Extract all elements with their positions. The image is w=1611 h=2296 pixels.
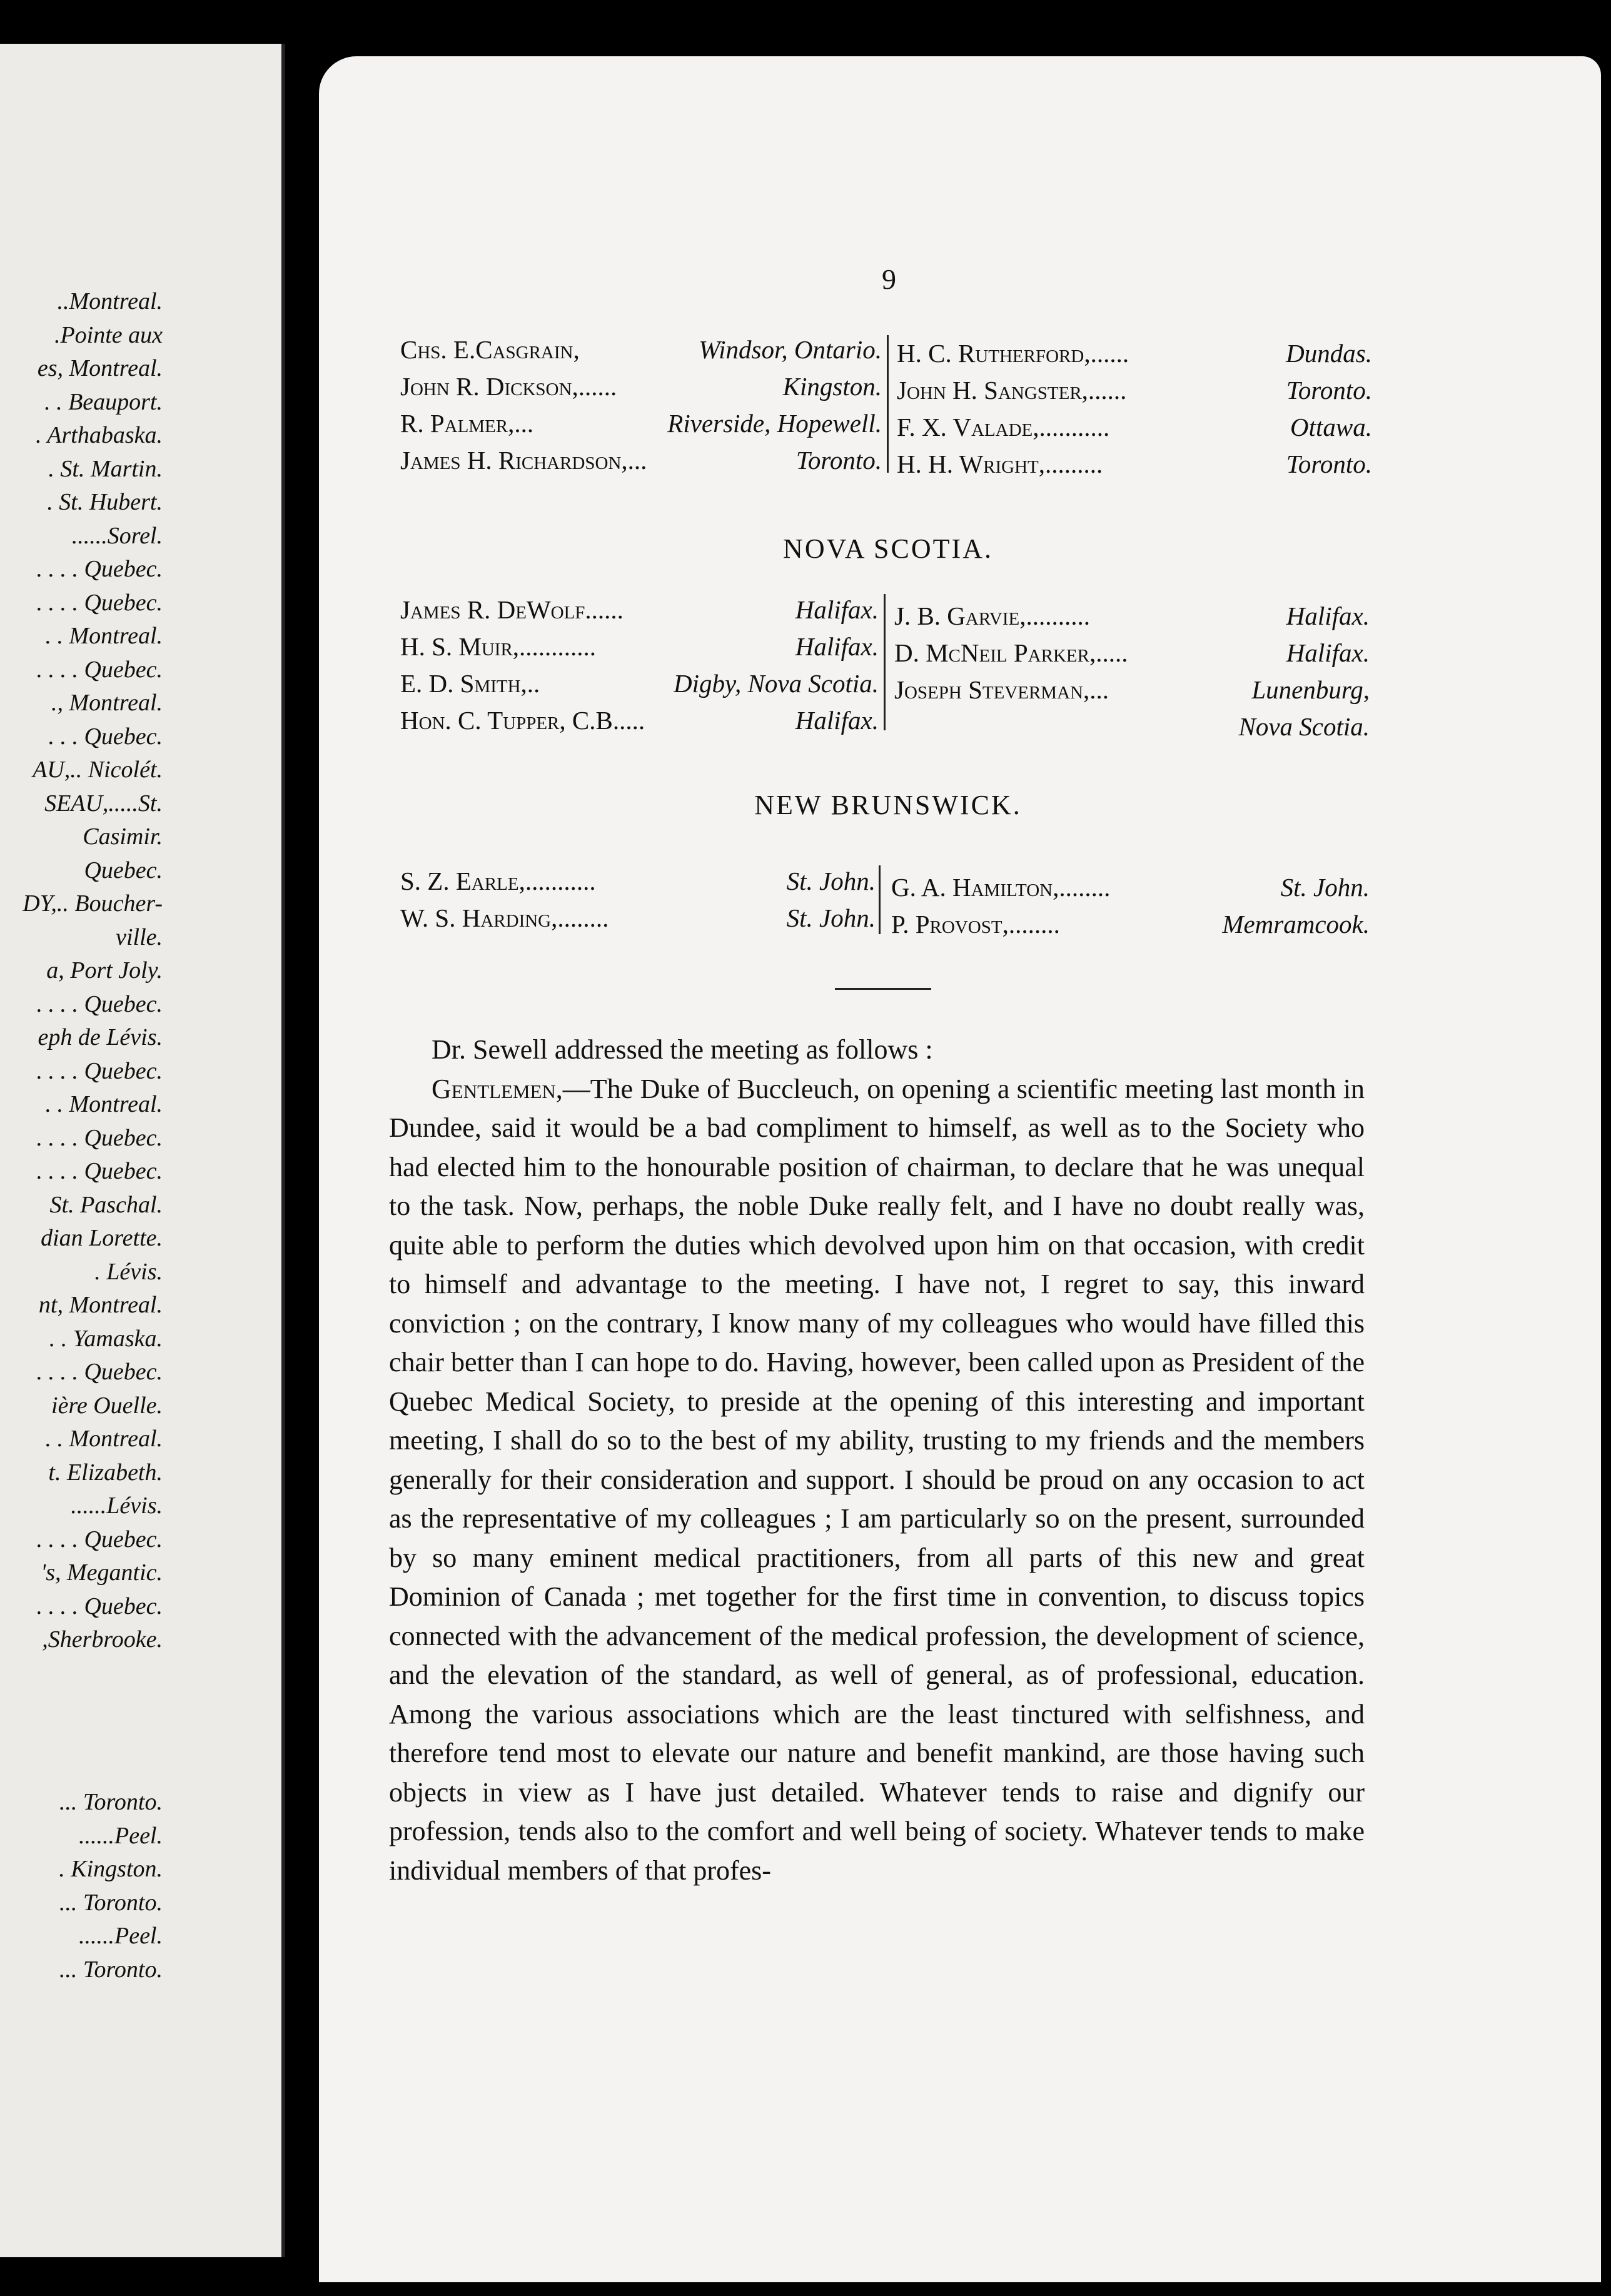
facing-page-line: . . . . Quebec.	[36, 1593, 163, 1619]
section-title-new-brunswick: NEW BRUNSWICK.	[754, 790, 1022, 820]
member-name: S. Z. Earle,...........	[400, 867, 596, 895]
roster-entry	[400, 592, 879, 628]
facing-page-line: .Pointe aux	[54, 321, 163, 348]
member-place: Toronto.	[795, 446, 882, 475]
roster-entry	[894, 708, 1370, 745]
member-name: Chs. E.Casgrain,	[400, 335, 580, 364]
facing-page-line: . St. Hubert.	[47, 489, 163, 515]
roster-entry	[891, 906, 1370, 943]
member-name: Joseph Steverman,...	[894, 675, 1109, 704]
member-name: Hon. C. Tupper, C.B.....	[400, 706, 645, 735]
facing-page-line: Casimir.	[83, 823, 163, 850]
address-salutation: Gentlemen,	[432, 1073, 563, 1104]
roster-entry	[897, 446, 1372, 483]
new-brunswick-column-divider	[879, 865, 881, 934]
member-name: J. B. Garvie,..........	[894, 602, 1090, 630]
roster-entry	[400, 900, 876, 937]
roster-entry	[894, 672, 1370, 708]
member-place: Lunenburg,	[1251, 675, 1370, 704]
member-place: St. John.	[786, 867, 876, 895]
facing-page-line: AU,.. Nicolét.	[33, 757, 163, 783]
facing-page-line: ,Sherbrooke.	[42, 1626, 163, 1653]
nova-scotia-column-divider	[884, 594, 886, 730]
member-place: Halifax.	[1286, 638, 1370, 667]
facing-page-line: Quebec.	[84, 857, 163, 884]
member-place: Dundas.	[1286, 339, 1372, 368]
roster-entry	[400, 702, 879, 739]
facing-page-line: . . Montreal.	[45, 1091, 163, 1117]
roster-entry	[400, 405, 882, 442]
facing-page-line: 's, Megantic.	[41, 1559, 163, 1586]
facing-page-line: . . . . Quebec.	[36, 656, 163, 683]
address-body: —The Duke of Buccleuch, on opening a scientific meeting last month in Dundee, said it would be a bad compliment to himself, as well as to the Society who had elected him to the honourable position of chairman, to declare that he was unequal to the task. Now, perhaps, the noble Duke really felt, and I have no doubt really was, quite able to perform the duties which devolved upon him on that occasion, with credit to himself and advantage to the meeting. I have not, I regret to say, this inward conviction ; on the contrary, I know many of my colleagues who would have filled this chair better than I can hope to do. Having, however, been called upon as President of the Quebec Medical Society, to preside at the opening of this interesting and important meeting, I shall do so to the best of my ability, trusting to my friends and the members generally for their consideration and support. I should be proud on any occasion to act as the representative of my colleagues ; I am particularly so on the present, surrounded by so many eminent medical practitioners, from all parts of this new and great Dominion of Canada ; met together for the first time in convention, to discuss topics connected with the advancement of the medical profession, the development of science, and the elevation of the standard, as well of general, as of professional, education. Among the various associations which are the least tinctured with selfishness, and therefore tend most to elevate our nature and benefit mankind, are those having such objects in view as I have just detailed. Whatever tends to raise and dignify our profession, tends also to the comfort and well being of society. Whatever tends to make individual members of that profes-	[389, 1073, 1365, 1886]
facing-page-line: ville.	[116, 924, 163, 950]
member-place: Halifax.	[795, 595, 879, 624]
member-name: G. A. Hamilton,........	[891, 873, 1111, 902]
ontario-roster-left	[400, 331, 882, 479]
member-place: Toronto.	[1286, 450, 1372, 478]
member-place: Riverside, Hopewell.	[667, 409, 882, 438]
facing-page-line: . . . . Quebec.	[36, 589, 163, 616]
facing-page-line: es, Montreal.	[37, 355, 163, 381]
roster-entry	[400, 628, 879, 665]
roster-entry	[897, 409, 1372, 446]
facing-page-line: ... Toronto.	[59, 1956, 163, 1983]
nova-scotia-roster-left	[400, 592, 879, 739]
facing-page-line: . . . . Quebec.	[36, 990, 163, 1017]
member-name: P. Provost,........	[891, 910, 1060, 939]
facing-page-line: . Kingston.	[59, 1856, 163, 1882]
member-name: D. McNeil Parker,.....	[894, 638, 1128, 667]
section-divider-rule	[835, 988, 931, 990]
facing-page-line: a, Port Joly.	[46, 957, 163, 984]
section-title-nova-scotia: NOVA SCOTIA.	[783, 533, 993, 564]
roster-entry	[400, 368, 882, 405]
facing-page-line: SEAU,.....St.	[44, 790, 163, 817]
member-place: Toronto.	[1286, 376, 1372, 405]
facing-page-line: . . . . Quebec.	[36, 1057, 163, 1084]
facing-page-line: . . . . Quebec.	[36, 1124, 163, 1151]
roster-entry	[400, 442, 882, 479]
member-place: St. John.	[1280, 873, 1370, 902]
roster-entry	[891, 869, 1370, 906]
member-place: Digby, Nova Scotia.	[674, 669, 879, 698]
ontario-roster-right	[897, 335, 1372, 483]
member-name: John H. Sangster,......	[897, 376, 1127, 405]
page-number: 9	[882, 263, 896, 295]
new-brunswick-roster-right	[891, 869, 1370, 943]
facing-page-line: t. Elizabeth.	[48, 1459, 163, 1486]
member-name: James H. Richardson,...	[400, 446, 647, 475]
member-name: H. C. Rutherford,......	[897, 339, 1129, 368]
facing-page-line: St. Paschal.	[49, 1191, 163, 1218]
facing-page-line: . Arthabaska.	[35, 422, 163, 448]
nova-scotia-roster-right	[894, 598, 1370, 745]
facing-page-line: ......Lévis.	[71, 1493, 163, 1519]
address-text	[389, 1030, 1365, 1890]
member-place: Windsor, Ontario.	[699, 335, 882, 364]
facing-page-line: . Lévis.	[94, 1258, 163, 1285]
address-intro: Dr. Sewell addressed the meeting as follows :	[432, 1034, 933, 1065]
member-place: Halifax.	[795, 706, 879, 735]
facing-page-line: ......Peel.	[78, 1923, 163, 1949]
member-name: H. S. Muir,............	[400, 632, 597, 661]
member-name: H. H. Wright,.........	[897, 450, 1103, 478]
member-place: Ottawa.	[1290, 413, 1372, 441]
facing-page-line: ......Peel.	[78, 1822, 163, 1849]
facing-page-line: ..Montreal.	[57, 288, 163, 315]
facing-page-line: . . . . Quebec.	[36, 1526, 163, 1553]
facing-page-line: . St. Martin.	[48, 455, 163, 482]
facing-page-line: . . . . Quebec.	[36, 556, 163, 582]
member-place: Halifax.	[795, 632, 879, 661]
facing-page-line: . . Montreal.	[45, 623, 163, 649]
member-place: Nova Scotia.	[1238, 712, 1370, 741]
member-place: Kingston.	[782, 372, 882, 401]
facing-page-line: nt, Montreal.	[38, 1292, 163, 1318]
facing-page-line: . . . . Quebec.	[36, 1158, 163, 1184]
facing-page-line: ......Sorel.	[71, 522, 163, 549]
member-place: Memramcook.	[1222, 910, 1370, 939]
facing-page-line: . . Beauport.	[44, 388, 163, 415]
facing-page-line: ... Toronto.	[59, 1789, 163, 1815]
facing-page-line: eph de Lévis.	[38, 1024, 163, 1050]
facing-page-line: dian Lorette.	[41, 1225, 163, 1251]
facing-page-line: . . Montreal.	[45, 1426, 163, 1452]
facing-page-line: ... Toronto.	[59, 1889, 163, 1916]
facing-page-fragment	[0, 44, 285, 2257]
facing-page-line: . . . . Quebec.	[36, 1359, 163, 1385]
facing-page-line: DY,.. Boucher-	[23, 890, 163, 917]
member-name: W. S. Harding,........	[400, 904, 609, 932]
new-brunswick-roster-left	[400, 863, 876, 937]
roster-entry	[894, 598, 1370, 635]
member-name: E. D. Smith,..	[400, 669, 540, 698]
roster-entry	[400, 331, 882, 368]
member-name: John R. Dickson,......	[400, 372, 617, 401]
facing-page-line: . . . Quebec.	[48, 723, 163, 750]
member-name: F. X. Valade,...........	[897, 413, 1110, 441]
facing-page-line: ière Ouelle.	[51, 1392, 163, 1419]
roster-entry	[400, 863, 876, 900]
member-place: St. John.	[786, 904, 876, 932]
roster-entry	[897, 372, 1372, 409]
roster-entry	[894, 635, 1370, 672]
member-place: Halifax.	[1286, 602, 1370, 630]
roster-entry	[897, 335, 1372, 372]
ontario-column-divider	[887, 335, 889, 473]
member-name: James R. DeWolf......	[400, 595, 624, 624]
address-paragraph	[389, 1070, 1365, 1891]
facing-page-line: . . Yamaska.	[49, 1325, 163, 1352]
facing-page-line: ., Montreal.	[51, 690, 163, 716]
roster-entry	[400, 665, 879, 702]
member-name: R. Palmer,...	[400, 409, 534, 438]
